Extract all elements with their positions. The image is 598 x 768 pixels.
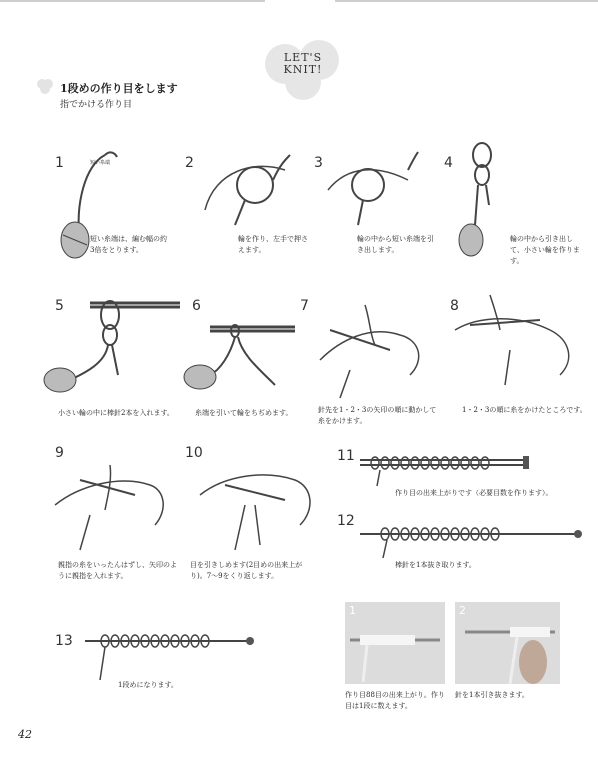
step-12-illustration <box>355 520 585 560</box>
step-4-caption: 輪の中から引き出して、小さい輪を作ります。 <box>510 235 580 265</box>
step-11-number: 11 <box>337 448 355 464</box>
step-1-caption: 短い糸端は、編む幅の約3倍をとります。 <box>90 235 167 254</box>
step-5-caption: 小さい輪の中に棒針2本を入れます。 <box>58 409 174 417</box>
step-1-number: 1 <box>55 155 64 171</box>
photo-1-number: 1 <box>349 604 356 617</box>
photo-1-caption: 作り目88目の出来上がり。作り目は1段に数えます。 <box>345 691 445 710</box>
step-13-number: 13 <box>55 633 73 649</box>
step-12-number: 12 <box>337 513 355 529</box>
step-10-illustration <box>195 455 320 555</box>
page-number: 42 <box>18 728 32 741</box>
step-1-label: 短い糸端 <box>90 160 111 166</box>
step-7-caption: 針先を1・2・3の矢印の順に動かして糸をかけます。 <box>318 406 437 425</box>
step-9-number: 9 <box>55 445 64 461</box>
step-9-caption: 親指の糸をいったんはずし、矢印のように親指を入れます。 <box>58 561 177 580</box>
step-9-illustration <box>50 455 170 555</box>
step-10-number: 10 <box>185 445 203 461</box>
section-subtitle: 指でかける作り目 <box>60 100 133 110</box>
photo-1 <box>345 602 445 684</box>
step-2-caption: 輪を作り、左手で押さえます。 <box>238 235 308 254</box>
photo-2-caption: 針を1本引き抜きます。 <box>455 691 529 699</box>
section-title: 1段めの作り目をします <box>60 82 178 95</box>
step-5-illustration <box>40 295 190 395</box>
step-4-number: 4 <box>444 155 453 171</box>
top-rule-left <box>0 0 265 2</box>
step-6-illustration <box>180 315 300 395</box>
photo-2-hand <box>455 602 560 684</box>
step-3-illustration <box>318 150 428 230</box>
badge-text <box>255 52 351 76</box>
step-2-number: 2 <box>185 155 194 171</box>
step-3-number: 3 <box>314 155 323 171</box>
photo-2-number: 2 <box>459 604 466 617</box>
step-8-illustration <box>450 290 585 390</box>
step-7-illustration <box>310 300 430 400</box>
step-6-number: 6 <box>192 298 201 314</box>
photo-1-needle <box>345 602 445 684</box>
badge-line1: LET'S <box>283 51 323 64</box>
step-7-number: 7 <box>300 298 309 314</box>
step-12-caption: 棒針を1本抜き取ります。 <box>395 561 476 569</box>
step-2-illustration <box>195 150 305 230</box>
step-8-number: 8 <box>450 298 459 314</box>
step-6-caption: 糸端を引いて輪をちぢめます。 <box>195 409 293 417</box>
step-13-illustration <box>80 625 260 685</box>
step-11-caption: 作り目の出来上がりです（必要目数を作ります）。 <box>395 489 553 497</box>
photo-2 <box>455 602 560 684</box>
step-10-caption: 目を引きしめます(2目めの出来上がり)。7～9をくり返します。 <box>190 561 303 580</box>
step-4-illustration <box>445 135 505 265</box>
top-rule-right <box>335 0 598 2</box>
lets-knit-badge <box>255 38 351 102</box>
badge-line2: KNIT! <box>283 63 323 76</box>
flower-icon <box>35 76 55 96</box>
step-8-caption: 1・2・3の順に糸をかけたところです。 <box>462 406 587 414</box>
step-5-number: 5 <box>55 298 64 314</box>
step-11-illustration <box>355 448 535 488</box>
step-3-caption: 輪の中から短い糸端を引き出します。 <box>357 235 434 254</box>
step-13-caption: 1段めになります。 <box>118 681 178 689</box>
